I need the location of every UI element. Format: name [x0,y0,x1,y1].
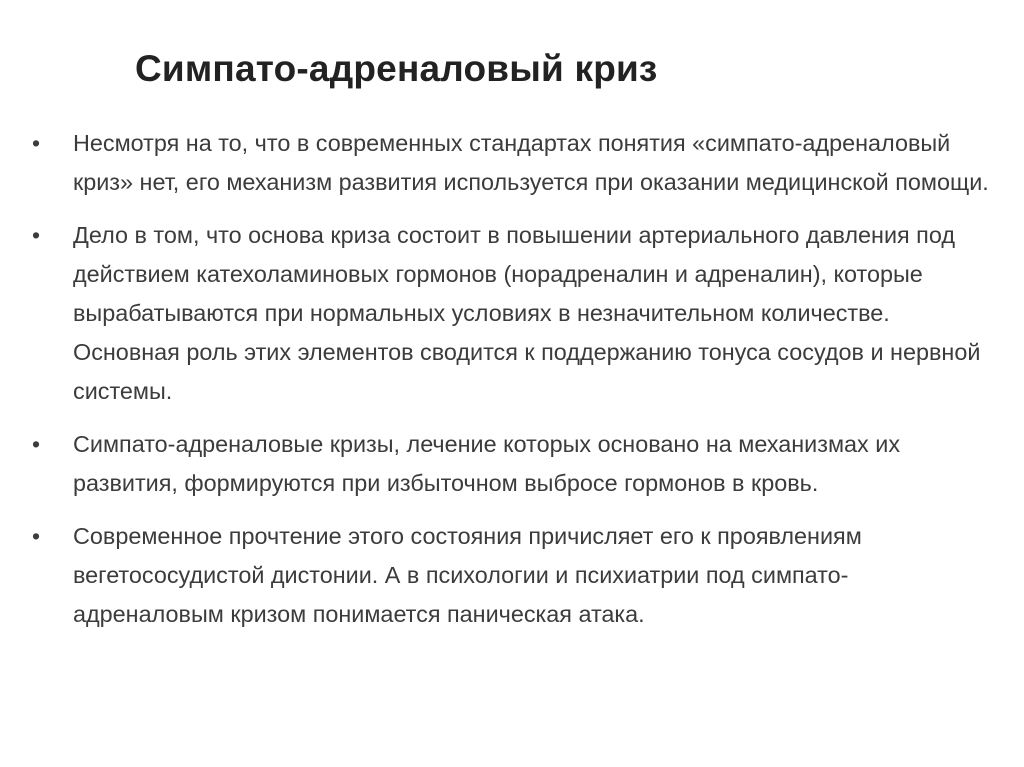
bullet-dot-icon: • [32,222,41,248]
bullet-dot-icon: • [32,523,41,549]
bullet-list [32,124,997,648]
bullet-item [32,517,997,634]
bullet-item [32,124,997,202]
bullet-text: Современное прочтение этого состояния причисляет его к проявлениям вегетососудистой дистонии. А в психологии и психиатрии под симпато-адреналовым кризом понимается паническая атака. [73,523,862,627]
slide-title: Симпато-адреналовый криз [135,48,658,89]
bullet-dot-icon: • [32,130,41,156]
bullet-text: Симпато-адреналовые кризы, лечение которых основано на механизмах их развития, формируются при избыточном выбросе гормонов в кровь. [73,431,901,496]
bullet-item [32,216,997,411]
bullet-dot-icon: • [32,431,41,457]
bullet-item [32,425,997,503]
bullet-text: Дело в том, что основа криза состоит в повышении артериального давления под действием катехоламиновых гормонов (норадреналин и адреналин), которые вырабатываются при нормальных условиях в незначительном количестве. Основная роль этих элементов сводится к поддержанию тонуса сосудов и нервной системы. [73,222,981,404]
bullet-text: Несмотря на то, что в современных стандартах понятия «симпато-адреналовый криз» нет, его механизм развития используется при оказании медицинской помощи. [73,130,989,195]
